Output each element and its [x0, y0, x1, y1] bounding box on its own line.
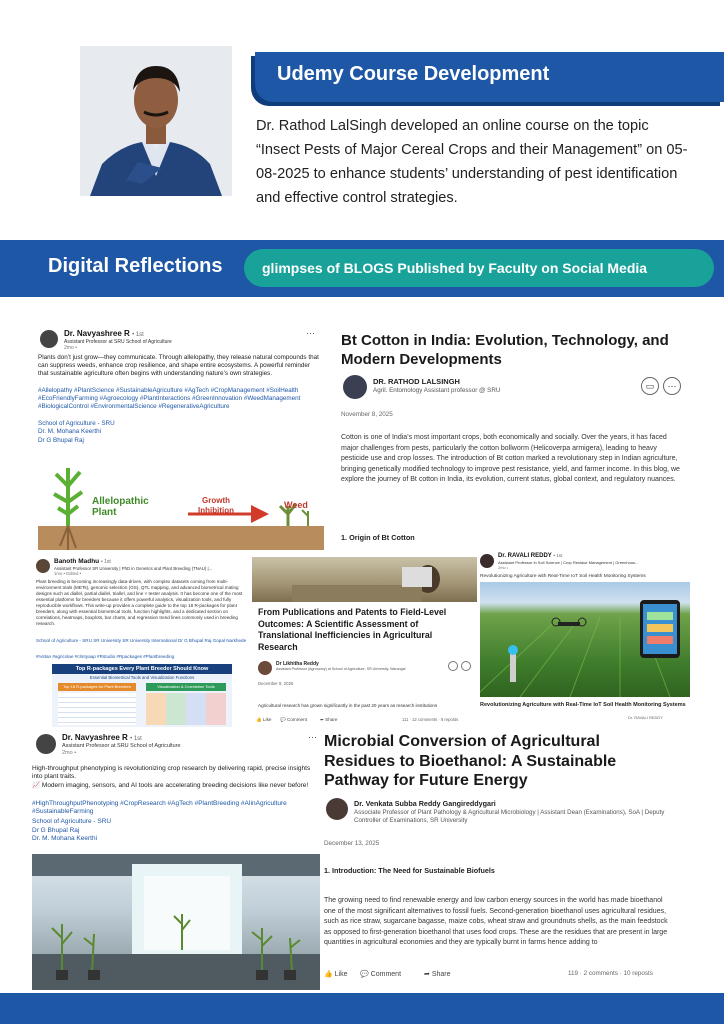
- engagement-stats[interactable]: 119 · 2 comments · 10 reposts: [568, 970, 653, 977]
- share-label: Share: [325, 717, 338, 722]
- linkedin-post-allelopathy: [34, 328, 324, 550]
- blog-author-role: Agril. Entomology Assistant professor @ SRU: [373, 387, 501, 394]
- phenotyping-facility-image: [32, 854, 322, 990]
- comment-button[interactable]: 💬 Comment: [360, 971, 402, 978]
- blog-date: December 13, 2025: [324, 840, 380, 847]
- blog-date: December 8, 2025: [258, 681, 294, 686]
- blog-translational-research: [252, 557, 477, 727]
- linkedin-post-iot-soil: [478, 552, 692, 727]
- blog-title[interactable]: Microbial Conversion of Agricultural Residues to Bioethanol: A Sustainable Pathway for Future Energy: [324, 733, 617, 789]
- udemy-heading-bar: [255, 52, 724, 102]
- digital-reflections-title-box: [0, 240, 236, 297]
- blog-title[interactable]: From Publications and Patents to Field-Level Outcomes: A Scientific Assessment of Translational Inefficiencies in Agricultural Research: [258, 607, 447, 652]
- connection-degree: • 1st: [130, 736, 142, 742]
- weed-label: Weed: [284, 500, 308, 510]
- post-time: 1mo • Edited •: [54, 571, 82, 576]
- post-author[interactable]: Dr. Navyashree R: [64, 329, 130, 338]
- blog-bt-cotton: [335, 325, 690, 550]
- bookmark-icon[interactable]: ▭: [641, 377, 659, 395]
- iot-farm-image: [480, 582, 690, 697]
- blog-bioethanol: [320, 730, 692, 990]
- blog-date: November 8, 2025: [341, 411, 393, 418]
- more-options-icon[interactable]: ⋯: [306, 328, 315, 338]
- post-mentions: [38, 420, 115, 445]
- allelopathy-illustration: [38, 456, 324, 550]
- blog-author-role: Associate Professor of Plant Pathology & Agricultural Microbiology | Assistant Dean (Examinations), SoA | Deputy Controller of Examinations, SR University: [354, 809, 665, 824]
- digital-reflections-title: Digital Reflections: [48, 255, 223, 277]
- field-researcher-photo: [252, 557, 477, 602]
- post-time: 2mo •: [498, 565, 509, 570]
- blog-author[interactable]: DR. RATHOD LALSINGH: [373, 377, 460, 386]
- blog-section-heading: 1. Introduction: The Need for Sustainable Biofuels: [324, 866, 495, 875]
- udemy-heading: Udemy Course Development: [277, 63, 550, 85]
- blog-author[interactable]: Dr Likhitha Reddy: [276, 661, 319, 667]
- allelopathic-plant-label: Allelopathic Plant: [92, 496, 149, 518]
- more-options-icon[interactable]: ⋯: [308, 732, 317, 742]
- post-caption: Revolutionizing Agriculture with Real-Time IoT Soil Health Monitoring Systems: [480, 574, 646, 579]
- blogs-subtitle-pill: [244, 249, 714, 287]
- mention[interactable]: Dr G Bhupal Raj: [38, 436, 84, 444]
- bookmark-icon[interactable]: [448, 661, 458, 671]
- connection-degree: • 1st: [553, 553, 563, 558]
- post-mentions: [32, 818, 111, 844]
- comment-label: Comment: [287, 717, 307, 722]
- author-role: Assistant Professor at SRU School of Agriculture: [62, 743, 181, 749]
- blogs-subtitle: glimpses of BLOGS Published by Faculty on Social Media: [262, 260, 648, 276]
- reacts-line: Dr. RAVALI REDDY: [628, 715, 663, 720]
- comment-button[interactable]: 💬 Comment: [280, 717, 307, 722]
- share-label: Share: [431, 971, 451, 978]
- footer-bar: [0, 993, 724, 1024]
- digital-reflections-band: [0, 240, 724, 297]
- post-body: Plants don’t just grow—they communicate. Through allelopathy, they release natural compounds that can suppress weeds, enhance crop resilience, and shape entire ecosystems. A powerful reminder that sustainable agriculture often begins with understanding nature’s own strategies.: [38, 354, 319, 377]
- author-avatar: [258, 661, 272, 675]
- share-button[interactable]: ➦ Share: [320, 717, 338, 722]
- post-mentions[interactable]: School of Agriculture - SRU SR University SR University International Dr G Bhupal Raj Gopal Narkhede: [36, 638, 247, 643]
- like-button[interactable]: 👍 Like: [256, 717, 272, 722]
- linkedin-post-phenotyping: [30, 732, 324, 990]
- blogs-subtitle-box: [236, 240, 724, 297]
- mention[interactable]: Dr G Bhupal Raj: [32, 826, 80, 834]
- mention[interactable]: School of Agriculture - SRU: [32, 818, 112, 825]
- post-body: Plant breeding is becoming increasingly data-driven, with complex datasets coming from multi-environment trials (METs), genomic selection (GS), QTL mapping, and advanced biometrical mating designs such as diallel, partial diallel, triallel, and line × tester analysis. It has become one of the most essential platforms for breeders because it offers powerful analytics, visualization tools, and fully reproducible workflows. This write-up provides a complete guide to the top 18 R-packages for plant breeders, along with essential biometrical tools, function highlights, and a dedicated section on correlations, heatmaps, boxplots, bar charts, and regression trend lines commonly used in breeding research.: [36, 579, 243, 626]
- post-body-line1: High-throughput phenotyping is revolutionizing crop research by delivering rapid, precise insights into plant traits.: [32, 765, 311, 781]
- mention[interactable]: Dr. M. Mohana Keerthi: [32, 835, 98, 843]
- post-hashtags[interactable]: #Allelopathy #PlantScience #SustainableAgriculture #AgTech #CropManagement #SoilHealth #EcoFriendlyFarming #Agroecology #PlantInteractions #GreenInnovation #WeedManagement #BiologicalControl #EnvironmentalScience #RegenerativeAgriculture: [38, 387, 301, 410]
- more-icon[interactable]: ⋯: [663, 377, 681, 395]
- post-author[interactable]: Dr. Navyashree R: [62, 733, 128, 742]
- linkedin-post-r-packages: [34, 557, 252, 727]
- avatar: [40, 330, 58, 348]
- like-button[interactable]: 👍 Like: [324, 971, 348, 978]
- post-footer-caption[interactable]: Revolutionizing Agriculture with Real-Time IoT Soil Health Monitoring Systems: [480, 702, 686, 708]
- infographic-left-header: Top 18 R-packages for Plant Breeders: [58, 683, 136, 691]
- mention[interactable]: Dr. M. Mohana Keerthi: [38, 428, 101, 436]
- blog-section-heading: 1. Origin of Bt Cotton: [341, 533, 415, 542]
- rathod-lalsingh-photo: [80, 46, 232, 196]
- infographic-subtitle: Essential Biometrical Tools and Visualization Functions: [89, 675, 195, 680]
- like-label: Like: [263, 717, 272, 722]
- author-avatar: [343, 375, 367, 399]
- share-button[interactable]: ➦ Share: [424, 971, 451, 978]
- author-avatar: [326, 798, 348, 820]
- infographic-left-list: [58, 693, 136, 725]
- avatar: [480, 554, 494, 568]
- author-role: Assistant Professor in Soil Science | Crop Residue Management | Greenhous...: [498, 560, 639, 565]
- blog-body: The growing need to find renewable energy and low carbon energy sources in the world has made bioethanol one of the most significant alternatives to fossil fuels. Second-generation bioethanol uses agricultural residues, such as rice straw, sugarcane bagasse, maize cobs, wheat straw and groundnuts shells, as the main feedstock as opposed to first-generation bioethanol that uses food crops. These are the residues that are present in large quantities in agricultural economies and they are typically burnt in farms hence adding to: [324, 897, 668, 946]
- blog-author[interactable]: Dr. Venkata Subba Reddy Gangireddygari: [354, 799, 496, 808]
- post-time: 2mo •: [62, 750, 77, 756]
- post-hashtags[interactable]: #rvstan #agricolae #clmtyaap #Rstudio #Rpackages #Plantbreeding: [36, 654, 175, 659]
- connection-degree: • 1st: [100, 559, 111, 565]
- infographic-title: Top R-packages Every Plant Breeder Should Know: [52, 664, 232, 674]
- post-time: 2mo •: [64, 345, 77, 351]
- avatar: [36, 734, 56, 754]
- post-author[interactable]: Banoth Madhu: [54, 558, 100, 565]
- like-label: Like: [334, 971, 348, 978]
- r-packages-infographic: [52, 664, 232, 727]
- infographic-right-header: Visualization & Correlation Tools: [146, 683, 226, 691]
- blog-author-role: Assistant Professor (Agronomy) at School of Agriculture, SR University, Warangal: [276, 667, 406, 671]
- avatar: [36, 559, 50, 573]
- more-icon[interactable]: [461, 661, 471, 671]
- infographic-right-grid: [146, 693, 226, 725]
- post-author[interactable]: Dr. RAVALI REDDY: [498, 553, 552, 559]
- blog-body: Cotton is one of India’s most important crops, both economically and socially. Over the years, it has faced major challenges from pests, particularly the cotton bollworm (Helicoverpa armigera), leading to heavy pesticide use and crop losses. The introduction of Bt cotton marked a revolutionary step in Indian agriculture, bringing genetically modified technology to improve pest resistance, yield, and farmer income. In this blog, we explore the journey of Bt cotton in India, its evolution, current status, global context, and regulatory nuances.: [341, 434, 680, 483]
- post-hashtags[interactable]: #HighThroughputPhenotyping #CropResearch #AgTech #PlantBreeding #AIinAgriculture #SustainableFarming: [32, 800, 287, 816]
- author-role: Assistant Professor SR University | PhD in Genetics and Plant Breeding (TNAU) |...: [54, 566, 213, 571]
- post-body-line2: 📈 Modern imaging, sensors, and AI tools are accelerating breeding decisions like never before!: [32, 782, 309, 789]
- engagement-stats[interactable]: 111 · 12 comments · 8 reposts: [402, 717, 459, 722]
- growth-inhibition-label: Growth Inhibition: [198, 496, 234, 515]
- blog-body: Agricultural research has grown significantly in the past 20 years as research institutions: [258, 703, 438, 708]
- blog-title[interactable]: Bt Cotton in India: Evolution, Technology, and Modern Developments: [341, 332, 669, 368]
- author-role: Assistant Professor at SRU School of Agriculture: [64, 339, 172, 345]
- udemy-description: Dr. Rathod LalSingh developed an online course on the topic “Insect Pests of Major Cereal Crops and their Management” on 05-08-2025 to enhance students’ understanding of pest identification and effective control strategies.: [256, 118, 688, 206]
- connection-degree: • 1st: [132, 332, 144, 338]
- comment-label: Comment: [370, 971, 402, 978]
- mention[interactable]: School of Agriculture - SRU: [38, 420, 115, 427]
